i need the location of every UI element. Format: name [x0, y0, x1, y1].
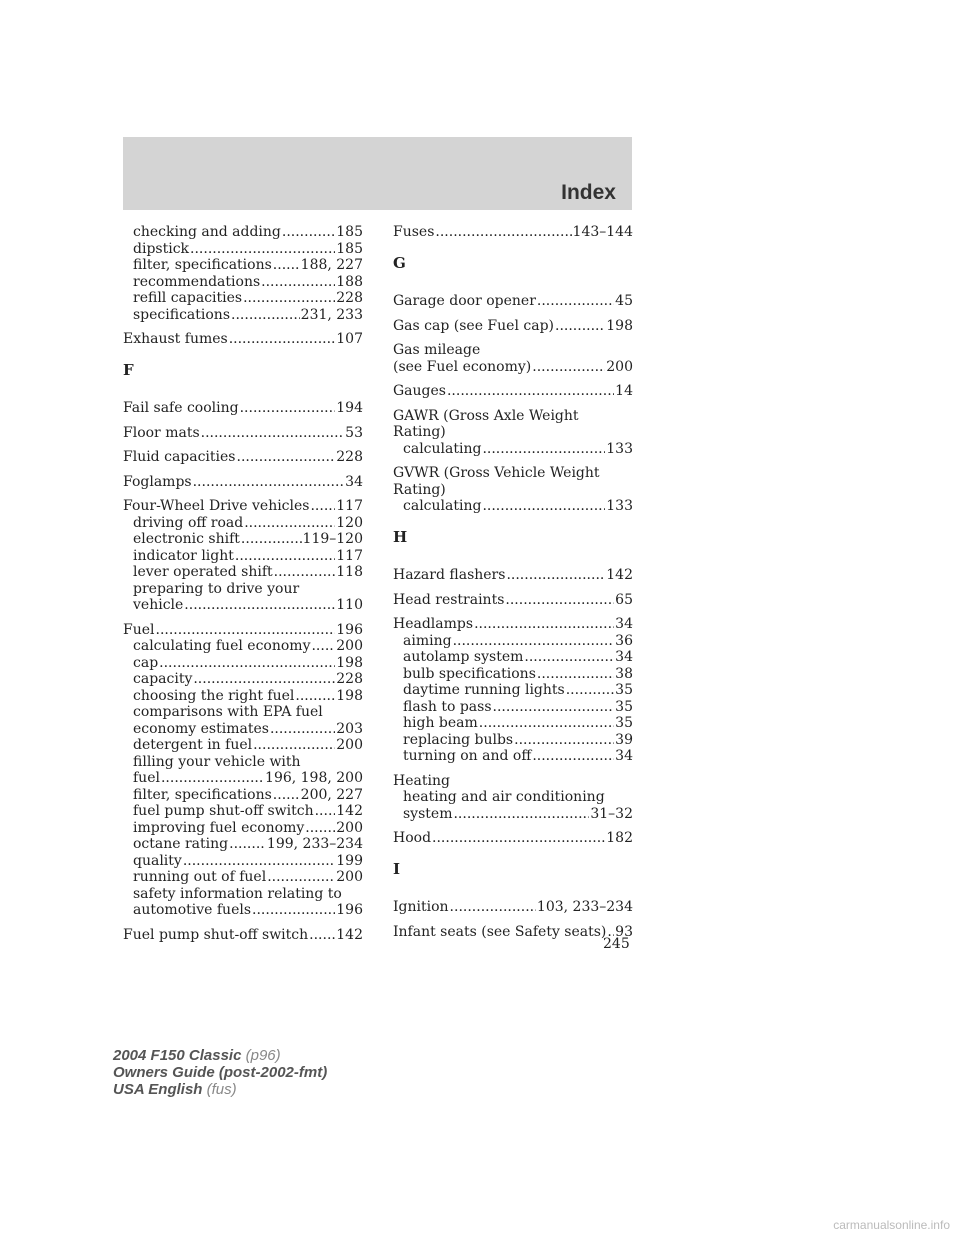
page-reference: 142 [606, 567, 633, 583]
index-subentry [393, 498, 633, 515]
footer-model: 2004 F150 Classic [113, 1047, 242, 1064]
index-subentry [123, 597, 363, 614]
dot-leader [273, 787, 300, 804]
entry-text: Floor mats [123, 424, 200, 441]
entry-text: Hood [393, 830, 432, 846]
index-entry [393, 616, 633, 765]
dot-leader [273, 257, 300, 274]
index-line [393, 899, 633, 916]
index-line [123, 622, 363, 639]
index-line [393, 773, 633, 790]
index-line [393, 924, 633, 941]
entry-text: (see Fuel economy) [393, 358, 532, 375]
index-subentry [123, 688, 363, 705]
index-line [393, 830, 633, 847]
index-subentry [393, 748, 633, 765]
entry-text: bulb specifications [403, 665, 536, 682]
entry-text: Rating) [393, 481, 446, 498]
page-number: 245 [603, 936, 630, 952]
page-reference: 120 [336, 514, 363, 531]
index-subentry [393, 789, 633, 806]
index-line [123, 474, 363, 491]
index-subentry [393, 666, 633, 683]
dot-leader [237, 449, 336, 466]
entry-text: replacing bulbs [403, 731, 514, 748]
page-reference: 133 [606, 440, 633, 457]
index-subentry [123, 224, 363, 241]
index-entry [393, 383, 633, 400]
entry-text: recommendations [133, 273, 261, 290]
index-subentry [393, 732, 633, 749]
index-subentry [123, 886, 363, 903]
page-reference: 200 [336, 819, 363, 836]
page-reference: 198 [336, 654, 363, 671]
index-subentry [393, 699, 633, 716]
dot-leader [190, 241, 335, 258]
page-reference: 182 [606, 830, 633, 846]
index-subentry [123, 836, 363, 853]
index-subentry [123, 770, 363, 787]
header-band [123, 137, 632, 210]
dot-leader [435, 224, 571, 241]
entry-text: daytime running lights [403, 682, 565, 698]
page-reference: 143–144 [572, 224, 633, 240]
entry-text: detergent in fuel [133, 737, 253, 753]
index-subentry [393, 806, 633, 823]
dot-leader [514, 732, 614, 749]
dot-leader [447, 383, 614, 400]
dot-leader [274, 564, 336, 581]
footer-language-note: (fus) [206, 1081, 237, 1098]
entry-text: running out of fuel [133, 869, 267, 885]
entry-text: specifications [133, 306, 231, 323]
entry-text: calculating [403, 498, 482, 514]
entry-text: fuel pump shut-off switch [133, 803, 314, 819]
index-line [123, 400, 363, 417]
page-reference: 34 [615, 616, 633, 632]
footer-line-3 [113, 1081, 327, 1098]
index-entry [123, 927, 363, 944]
page-reference: 117 [336, 498, 363, 514]
entry-text: Heating [393, 772, 450, 789]
index-subentry [393, 441, 633, 458]
page-reference: 103, 233–234 [536, 899, 633, 915]
index-subentry [393, 715, 633, 732]
entry-text: Gas mileage [393, 342, 481, 358]
dot-leader [555, 318, 605, 335]
dot-leader [505, 592, 614, 609]
page-reference: 196 [336, 902, 363, 918]
index-subentry [123, 820, 363, 837]
dot-leader [161, 770, 264, 787]
page-reference: 119–120 [302, 531, 363, 547]
index-subentry [123, 564, 363, 581]
index-line [393, 465, 633, 482]
entry-text: choosing the right fuel [133, 687, 295, 704]
footer-model-note: (p96) [245, 1047, 281, 1064]
entry-text: refill capacities [133, 290, 243, 306]
index-entry [123, 331, 363, 348]
entry-text: preparing to drive your [133, 580, 300, 597]
index-column-right [393, 224, 633, 948]
entry-text: lever operated shift [133, 564, 273, 580]
page-reference: 142 [336, 803, 363, 819]
entry-text: Ignition [393, 899, 449, 915]
section-letter: H [393, 527, 408, 546]
index-entry [123, 498, 363, 614]
entry-text: improving fuel economy [133, 819, 305, 836]
page-reference: 199 [336, 852, 363, 869]
dot-leader [479, 715, 614, 732]
index-line [393, 408, 633, 425]
dot-leader [193, 671, 335, 688]
dot-leader [453, 633, 615, 650]
page-reference: 198 [606, 317, 633, 334]
page-reference: 196 [336, 621, 363, 638]
index-subentry [393, 649, 633, 666]
dot-leader [229, 331, 336, 348]
dot-leader [432, 830, 605, 847]
entry-text: octane rating [133, 836, 229, 852]
dot-leader [184, 597, 335, 614]
index-subentry [123, 290, 363, 307]
dot-leader [261, 274, 335, 291]
index-subentry [123, 721, 363, 738]
index-entry [393, 293, 633, 310]
entry-text: Rating) [393, 424, 446, 440]
dot-leader [309, 927, 335, 944]
page-reference: 14 [615, 383, 633, 399]
page-reference: 228 [336, 671, 363, 687]
entry-text: indicator light [133, 547, 234, 564]
index-subentry [123, 638, 363, 655]
dot-leader [235, 548, 335, 565]
index-line [393, 293, 633, 310]
page-reference: 194 [336, 400, 363, 416]
dot-leader [474, 616, 614, 633]
index-entry [393, 924, 633, 941]
dot-leader [305, 820, 335, 837]
dot-leader [311, 638, 335, 655]
index-entry [123, 449, 363, 466]
index-subentry [123, 307, 363, 324]
dot-leader [253, 737, 335, 754]
dot-leader [524, 649, 614, 666]
index-subentry [123, 787, 363, 804]
dot-leader [450, 899, 536, 916]
entry-text: quality [133, 852, 182, 869]
page-reference: 45 [615, 293, 633, 309]
dot-leader [295, 688, 335, 705]
page-reference: 35 [615, 698, 633, 715]
dot-leader [156, 622, 336, 639]
entry-text: checking and adding [133, 224, 281, 240]
page-reference: 200 [336, 737, 363, 753]
index-entry [123, 400, 363, 417]
dot-leader [482, 498, 605, 515]
entry-text: filter, specifications [133, 257, 272, 273]
entry-text: Headlamps [393, 616, 474, 632]
page-reference: 196, 198, 200 [265, 770, 363, 786]
entry-text: economy estimates [133, 720, 269, 737]
page-reference: 133 [606, 498, 633, 514]
page-reference: 185 [336, 224, 363, 240]
index-subentry [123, 515, 363, 532]
entry-text: flash to pass [403, 698, 492, 715]
entry-text: Garage door opener [393, 293, 536, 309]
index-subentry [123, 671, 363, 688]
index-line [123, 331, 363, 348]
index-entry [393, 830, 633, 847]
entry-text: GVWR (Gross Vehicle Weight [393, 465, 600, 481]
page-reference: 200 [336, 638, 363, 654]
section-letter: G [393, 253, 406, 272]
entry-text: fuel [133, 770, 160, 786]
index-line [393, 318, 633, 335]
index-subentry [123, 803, 363, 820]
dot-leader [453, 806, 589, 823]
entry-text: comparisons with EPA fuel [133, 704, 323, 720]
index-subentry [123, 531, 363, 548]
dot-leader [482, 441, 605, 458]
entry-text: Fail safe cooling [123, 400, 239, 416]
page-reference: 200 [336, 869, 363, 885]
index-subentry [123, 241, 363, 258]
page-reference: 198 [336, 687, 363, 704]
page-reference: 200, 227 [300, 786, 363, 803]
index-entry [393, 592, 633, 609]
index-subentry [123, 853, 363, 870]
dot-leader [193, 474, 345, 491]
page-reference: 65 [615, 591, 633, 608]
page-reference: 228 [336, 449, 363, 465]
entry-text: Fuel pump shut-off switch [123, 926, 309, 943]
dot-leader [159, 655, 335, 672]
index-entry [393, 408, 633, 458]
dot-leader [493, 699, 615, 716]
index-line [393, 383, 633, 400]
dot-leader [532, 359, 605, 376]
index-line [393, 224, 633, 241]
index-subentry [123, 737, 363, 754]
index-subentry [393, 633, 633, 650]
index-subentry [123, 902, 363, 919]
entry-text: dipstick [133, 240, 190, 257]
index-line [393, 424, 633, 441]
page-reference: 36 [615, 632, 633, 649]
dot-leader [315, 803, 336, 820]
page-reference: 228 [336, 290, 363, 306]
index-entry [393, 567, 633, 584]
page-reference: 35 [615, 682, 633, 698]
index-line [123, 927, 363, 944]
index-entry [393, 773, 633, 823]
dot-leader [537, 293, 614, 310]
page-reference: 231, 233 [300, 306, 363, 323]
index-entry [393, 465, 633, 515]
index-entry [393, 342, 633, 375]
entry-text: Gas cap (see Fuel cap) [393, 317, 554, 334]
page-reference: 110 [336, 597, 363, 613]
entry-text: autolamp system [403, 649, 524, 665]
index-line [393, 616, 633, 633]
entry-text: cap [133, 654, 159, 671]
page-reference: 34 [615, 649, 633, 665]
entry-text: Infant seats (see Safety seats) [393, 923, 607, 940]
dot-leader [201, 425, 345, 442]
entry-text: Head restraints [393, 591, 505, 608]
entry-text: Exhaust fumes [123, 331, 228, 347]
index-line [393, 359, 633, 376]
page-reference: 185 [336, 240, 363, 257]
index-entry [393, 899, 633, 916]
footer-line-2: Owners Guide (post-2002-fmt) [113, 1064, 328, 1081]
entry-text: Fuses [393, 224, 435, 240]
index-column-left [123, 224, 363, 951]
dot-leader [240, 400, 336, 417]
entry-text: Foglamps [123, 473, 192, 490]
entry-text: turning on and off [403, 748, 532, 764]
page-reference: 188, 227 [300, 257, 363, 273]
dot-leader [244, 515, 335, 532]
dot-leader [267, 869, 335, 886]
index-subentry [123, 704, 363, 721]
entry-text: high beam [403, 715, 478, 731]
entry-text: aiming [403, 632, 452, 649]
dot-leader [282, 224, 335, 241]
entry-text: automotive fuels [133, 902, 252, 918]
entry-text: system [403, 805, 453, 822]
index-entry [123, 622, 363, 919]
dot-leader [243, 290, 335, 307]
footer-line-1 [113, 1047, 327, 1064]
dot-leader [229, 836, 266, 853]
dot-leader [506, 567, 605, 584]
page-reference: 35 [615, 715, 633, 731]
index-entry [123, 425, 363, 442]
dot-leader [310, 498, 335, 515]
section-letter: I [393, 859, 401, 878]
index-entry [393, 224, 633, 241]
index-subentry [123, 274, 363, 291]
entry-text: Fuel [123, 621, 155, 638]
entry-text: electronic shift [133, 531, 240, 547]
page-reference: 118 [336, 564, 363, 580]
index-line [393, 482, 633, 499]
footer-language: USA English [113, 1081, 203, 1098]
page-reference: 39 [615, 731, 633, 748]
entry-text: Fluid capacities [123, 449, 236, 465]
page-reference: 203 [336, 720, 363, 737]
page-reference: 34 [345, 473, 363, 490]
page-title: Index [561, 181, 616, 204]
page-reference: 200 [606, 358, 633, 375]
index-line [393, 567, 633, 584]
entry-text: filter, specifications [133, 786, 272, 803]
entry-text: driving off road [133, 514, 244, 531]
dot-leader [231, 307, 300, 324]
entry-text: Hazard flashers [393, 567, 506, 583]
page-reference: 53 [345, 424, 363, 441]
index-subentry [393, 682, 633, 699]
dot-leader [270, 721, 335, 738]
entry-text: vehicle [133, 597, 184, 613]
page-reference: 93 [615, 923, 633, 940]
index-line [123, 449, 363, 466]
entry-text: Gauges [393, 383, 446, 399]
page-reference: 38 [615, 665, 633, 682]
entry-text: heating and air conditioning [403, 789, 605, 805]
index-entry [123, 224, 363, 323]
entry-text: calculating fuel economy [133, 638, 311, 654]
index-subentry [123, 869, 363, 886]
watermark: carmanualsonline.info [833, 1218, 950, 1232]
page-reference: 142 [336, 926, 363, 943]
index-line [393, 342, 633, 359]
entry-text: Four-Wheel Drive vehicles [123, 498, 310, 514]
index-line [123, 498, 363, 515]
dot-leader [566, 682, 614, 699]
entry-text: calculating [403, 440, 482, 457]
page-reference: 117 [336, 547, 363, 564]
index-entry [393, 318, 633, 335]
index-subentry [123, 548, 363, 565]
page-reference: 188 [336, 273, 363, 290]
index-subentry [123, 257, 363, 274]
index-line [123, 425, 363, 442]
page-reference: 199, 233–234 [266, 836, 363, 852]
index-subentry [123, 655, 363, 672]
entry-text: safety information relating to [133, 885, 342, 902]
dot-leader [537, 666, 614, 683]
dot-leader [183, 853, 335, 870]
page-reference: 107 [336, 331, 363, 347]
index-line [393, 592, 633, 609]
page-reference: 31–32 [590, 805, 633, 822]
page-reference: 34 [615, 748, 633, 764]
dot-leader [241, 531, 302, 548]
index-entry [123, 474, 363, 491]
dot-leader [532, 748, 614, 765]
dot-leader [252, 902, 335, 919]
section-letter: F [123, 360, 134, 379]
entry-text: capacity [133, 671, 193, 687]
entry-text: GAWR (Gross Axle Weight [393, 407, 579, 424]
index-subentry [123, 581, 363, 598]
entry-text: filling your vehicle with [133, 753, 301, 770]
index-subentry [123, 754, 363, 771]
footer [113, 1047, 327, 1098]
